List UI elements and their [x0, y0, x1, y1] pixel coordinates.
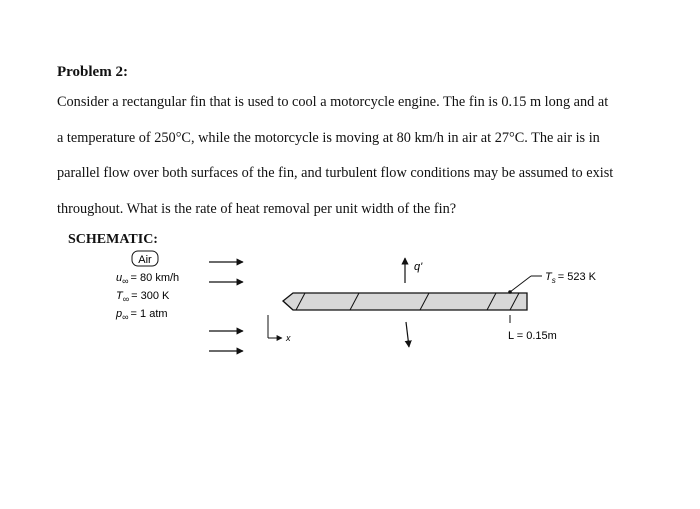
heat-flux-arrow-down	[406, 322, 409, 347]
fin-length-label: L = 0.15m	[508, 330, 557, 342]
problem-line-1: Consider a rectangular fin that is used to cool a motorcycle engine. The fin is 0.15 m long and at	[57, 94, 609, 110]
problem-line-4: throughout. What is the rate of heat removal per unit width of the fin?	[57, 200, 457, 217]
problem-line-3: parallel flow over both surfaces of the fin, and turbulent flow conditions may be assumed to exist	[57, 165, 614, 181]
schematic-label: SCHEMATIC:	[68, 232, 158, 247]
problem-line-2: a temperature of 250°C, while the motorcycle is moving at 80 km/h in air at 27°C. The air is in	[57, 129, 600, 146]
surface-temperature-label: $T_s = 523$ K	[545, 271, 596, 285]
surface-temperature-point	[508, 290, 512, 294]
x-axis-label: x	[286, 333, 291, 343]
heat-flux-label: q'	[414, 261, 423, 273]
problem-title: Problem 2:	[57, 64, 128, 80]
free-stream-temperature-label: $T_\infty = 300$ K	[116, 290, 170, 304]
pressure-label: $p_\infty = 1$ atm	[116, 308, 168, 322]
velocity-label: $u_\infty = 80$ km/h	[116, 272, 180, 286]
air-flow-arrows-lower	[209, 331, 243, 351]
air-label: Air	[138, 254, 152, 266]
surface-temperature-leader	[510, 276, 531, 292]
air-flow-arrows-upper	[209, 262, 243, 282]
fin-body	[283, 293, 527, 310]
